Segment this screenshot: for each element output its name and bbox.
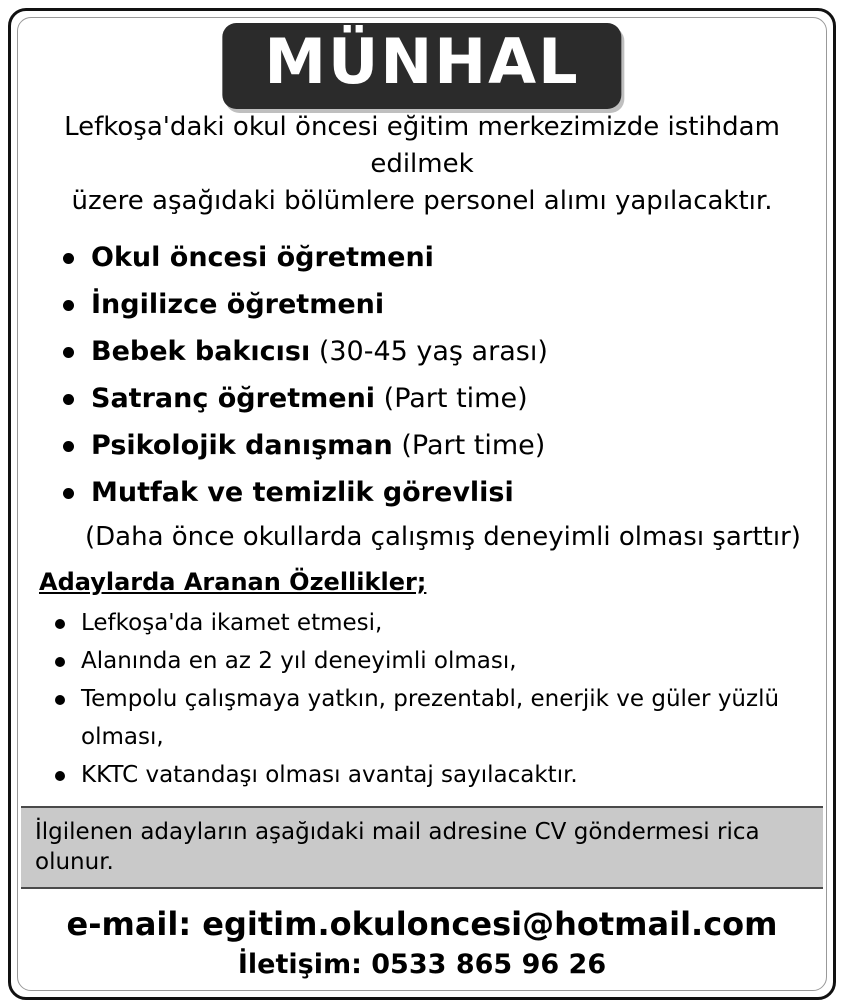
requirement-text: Lefkoşa'da ikamet etmesi, — [81, 610, 383, 636]
list-item — [57, 281, 833, 328]
bullet-icon — [55, 657, 65, 667]
email-address[interactable]: e-mail: egitim.okuloncesi@hotmail.com — [66, 905, 778, 943]
list-item — [51, 642, 833, 680]
bullet-icon — [63, 300, 74, 311]
bullet-icon — [63, 347, 74, 358]
list-item — [57, 375, 833, 422]
list-item — [57, 469, 833, 516]
position-title: Satranç öğretmeni — [91, 383, 376, 414]
list-item — [51, 604, 833, 642]
bullet-icon — [63, 394, 74, 405]
requirement-text: Alanında en az 2 yıl deneyimli olması, — [81, 648, 517, 674]
list-item — [51, 756, 833, 794]
requirement-text: KKTC vatandaşı olması avantaj sayılacaktır. — [81, 762, 578, 788]
bullet-icon — [63, 488, 74, 499]
bullet-icon — [63, 441, 74, 452]
position-title: Bebek bakıcısı — [91, 336, 311, 367]
position-detail: (30-45 yaş arası) — [310, 336, 548, 367]
header-banner — [222, 23, 621, 109]
list-item — [57, 234, 833, 281]
position-detail: (Part time) — [375, 383, 528, 414]
requirements-title: Adaylarda Aranan Özellikler; — [39, 568, 427, 596]
position-title: Okul öncesi öğretmeni — [91, 242, 434, 273]
position-title: Psikolojik danışman — [91, 430, 393, 461]
bullet-icon — [55, 619, 65, 629]
phone-number[interactable]: İletişim: 0533 865 96 26 — [237, 949, 607, 980]
header-banner-area — [11, 11, 833, 107]
position-detail: (Part time) — [392, 430, 546, 461]
positions-note: (Daha önce okullarda çalışmış deneyimli olması şarttır) — [85, 522, 801, 552]
call-to-action-bar: İlgilenen adayların aşağıdaki mail adresine CV göndermesi rica olunur. — [21, 806, 823, 889]
list-item — [57, 422, 833, 469]
intro-line-1: Lefkoşa'daki okul öncesi eğitim merkezimizde istihdam edilmek — [64, 112, 780, 179]
list-item — [57, 328, 833, 375]
requirement-text: Tempolu çalışmaya yatkın, prezentabl, enerjik ve güler yüzlü olması, — [81, 686, 780, 750]
page-title: MÜNHAL — [264, 25, 580, 98]
advertisement-card — [8, 8, 836, 1000]
bullet-icon — [55, 771, 65, 781]
positions-list — [11, 234, 833, 516]
position-title: İngilizce öğretmeni — [91, 289, 385, 320]
bullet-icon — [55, 695, 65, 705]
requirements-list — [11, 604, 833, 794]
bullet-icon — [63, 253, 74, 264]
intro-line-2: üzere aşağıdaki bölümlere personel alımı yapılacaktır. — [71, 186, 773, 216]
position-title: Mutfak ve temizlik görevlisi — [91, 477, 514, 508]
list-item — [51, 680, 833, 756]
